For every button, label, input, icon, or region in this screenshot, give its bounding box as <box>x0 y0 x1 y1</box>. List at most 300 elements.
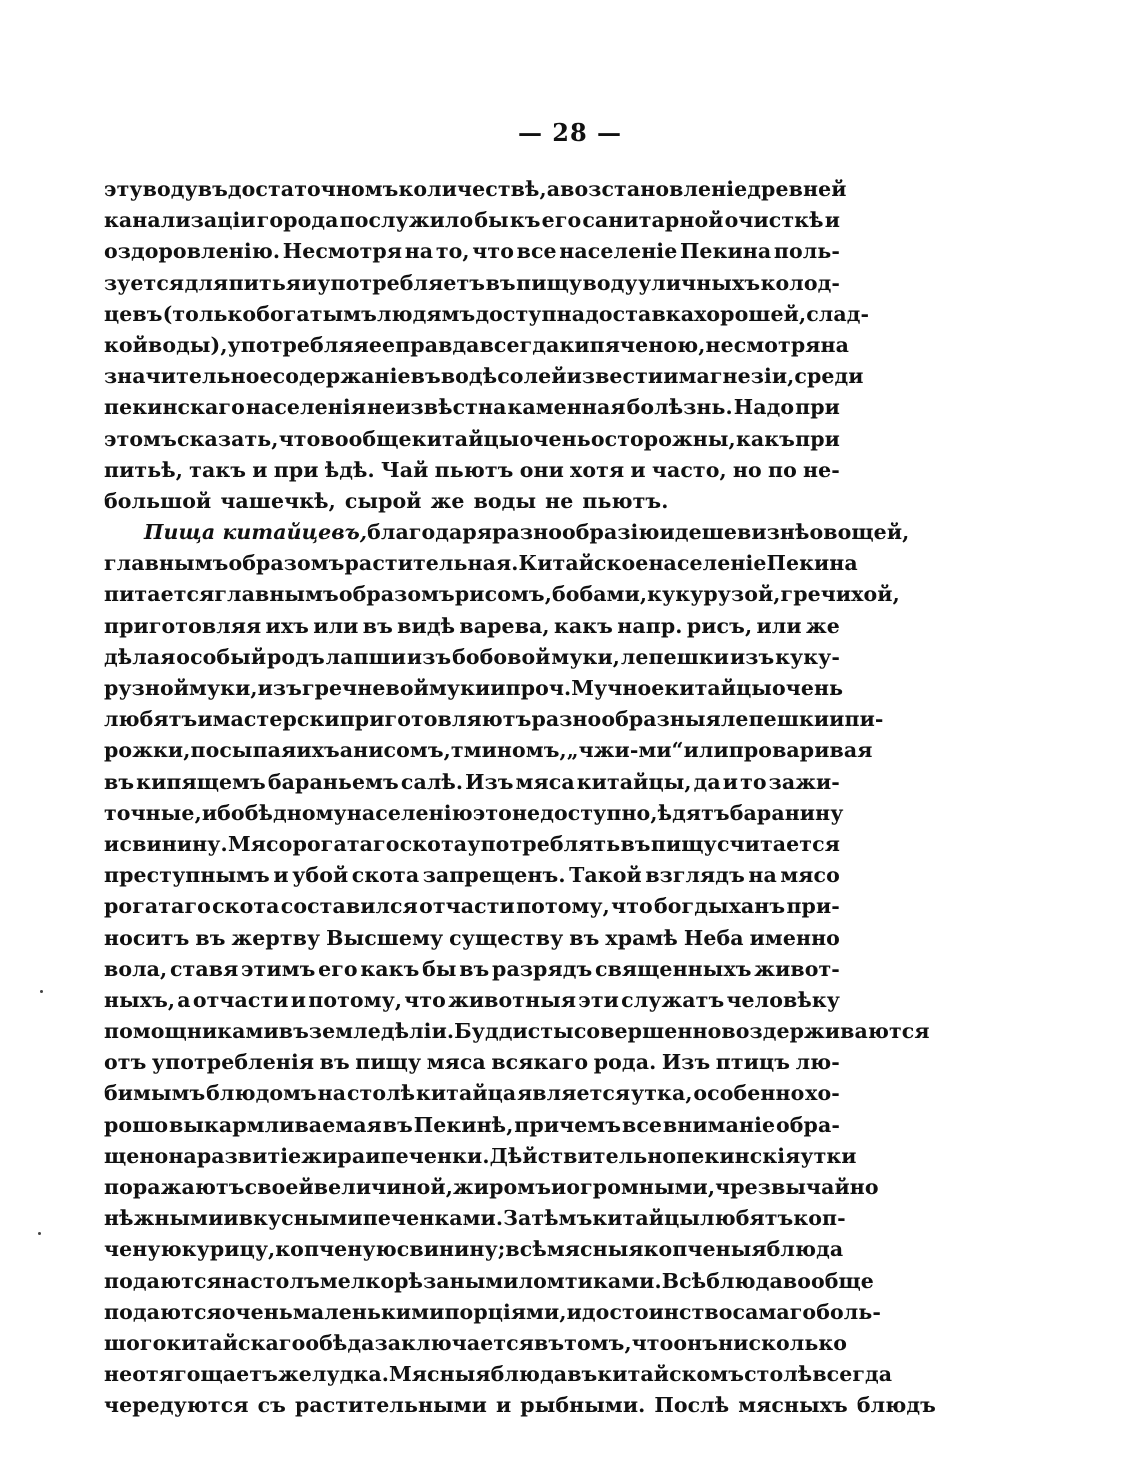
word: рисъ, <box>686 613 753 638</box>
text-line <box>104 642 840 673</box>
word: китайцы <box>592 1206 701 1231</box>
word: главнымъ <box>214 582 339 607</box>
word: бы <box>474 208 509 233</box>
text-line <box>104 954 840 985</box>
word: на <box>221 1268 251 1293</box>
word: какъ <box>735 426 795 451</box>
word: изъ <box>257 676 302 700</box>
word: изъ <box>406 644 452 669</box>
word: блюда <box>766 1237 844 1262</box>
text-line <box>104 486 840 517</box>
word: всякаго <box>491 1050 589 1075</box>
word: лю- <box>795 1050 840 1075</box>
word: достоинство <box>581 1299 733 1324</box>
word: бобовой <box>452 644 551 669</box>
word: населеніе <box>559 239 678 264</box>
word: рода. <box>593 1050 657 1075</box>
word: благодаря <box>367 520 493 545</box>
word: въ <box>410 364 441 389</box>
word: и <box>273 863 289 888</box>
word: что <box>278 426 321 451</box>
word: въ <box>362 613 393 638</box>
word: Изъ <box>661 1050 711 1075</box>
word: санитарной <box>582 208 724 233</box>
word: желудка. <box>277 1362 389 1387</box>
word: помощниками <box>104 1019 279 1044</box>
word: въ <box>533 1330 565 1355</box>
word: не <box>104 1362 133 1387</box>
text-line <box>104 1078 840 1109</box>
word: очень <box>221 1299 293 1324</box>
word: при <box>795 426 840 451</box>
text-line <box>104 1266 874 1297</box>
word: съ <box>257 1393 286 1418</box>
word: ченую <box>104 1237 182 1262</box>
word: рожки, <box>104 738 191 763</box>
word: считается <box>716 831 840 856</box>
word: копченыя <box>643 1237 767 1262</box>
word: родъ <box>266 644 325 669</box>
word: пекинскаго <box>104 395 245 420</box>
word: Мучное <box>571 676 665 700</box>
text-line <box>104 923 840 954</box>
word: самаго <box>732 1299 817 1324</box>
text-line <box>104 455 840 486</box>
body-text <box>104 174 936 1422</box>
word: цевъ <box>104 301 163 326</box>
word: Пекина <box>766 551 858 576</box>
word: кипяченою, <box>559 332 706 357</box>
word: существу <box>449 925 564 950</box>
word: питья <box>228 270 302 295</box>
word: этимъ <box>241 956 316 981</box>
word: заключается <box>374 1330 534 1355</box>
word: Пекинѣ, <box>413 1112 514 1137</box>
word: всегда <box>479 332 560 357</box>
word: маленькими <box>292 1299 445 1324</box>
word: же <box>430 488 465 513</box>
word: рыбными. <box>520 1393 646 1418</box>
word: нѣжными <box>104 1206 224 1231</box>
word: печенки. <box>380 1143 490 1168</box>
text-line <box>104 1172 879 1203</box>
word: служатъ <box>621 987 725 1012</box>
word: его <box>541 208 582 233</box>
word: въ <box>620 831 651 856</box>
word: въ <box>195 925 226 950</box>
word: печенками. <box>362 1206 504 1231</box>
word: жертву <box>231 925 321 950</box>
word: приготовляютъ <box>339 707 532 732</box>
word: вкусными <box>238 1206 363 1231</box>
word: растительная. <box>344 551 519 576</box>
word: щено <box>104 1143 169 1168</box>
word: ее <box>368 332 396 357</box>
word: богатымъ <box>256 301 377 326</box>
word: скота <box>399 831 468 856</box>
word: китайскомъ <box>597 1362 745 1387</box>
word: взглядъ <box>645 863 745 888</box>
word: и <box>663 364 679 389</box>
word: питается <box>104 582 215 607</box>
word: китайцы <box>664 676 773 700</box>
word: гречневой <box>301 676 429 700</box>
word: его <box>318 956 358 981</box>
word: употребляетъ <box>317 270 486 295</box>
word: не <box>545 488 574 513</box>
word: утки <box>800 1143 857 1168</box>
word: бараньемъ <box>267 769 399 794</box>
word: правда <box>395 332 480 357</box>
text-line <box>104 1047 840 1078</box>
word: выкармливаемая <box>168 1112 382 1137</box>
word: ѣдятъ <box>657 800 730 825</box>
word: осторожны, <box>590 426 736 451</box>
word: но <box>732 457 762 482</box>
word: овощей, <box>809 520 910 545</box>
word: поражаютъ <box>104 1175 245 1199</box>
word: и <box>365 1143 381 1168</box>
word: по <box>767 457 797 482</box>
word: хотя <box>570 457 625 482</box>
text-line <box>104 1234 844 1265</box>
word: Такой <box>569 863 642 888</box>
word: особый <box>176 644 267 669</box>
word: пьютъ <box>434 457 514 482</box>
text-line <box>104 985 840 1016</box>
word: ѣдѣ. <box>324 457 375 482</box>
word: въ <box>567 1362 598 1387</box>
word: а <box>177 987 191 1012</box>
word: воздерживаются <box>721 1019 930 1044</box>
word: населенія <box>245 395 367 420</box>
text-line <box>104 611 840 642</box>
word: и <box>829 707 845 732</box>
word: эти <box>578 987 619 1012</box>
word: шого <box>104 1330 167 1355</box>
word: да <box>693 769 721 794</box>
word: Китайское <box>518 551 649 576</box>
word: населенію <box>346 800 473 825</box>
text-line <box>104 1359 893 1390</box>
text-line <box>104 548 858 579</box>
word: такъ <box>189 457 247 482</box>
emphasized-lead: Пища китайцевъ, <box>144 520 368 545</box>
word: разнообразныя <box>531 707 721 732</box>
word: рѣзаными <box>394 1268 519 1293</box>
word: и <box>290 987 307 1012</box>
word: мяса <box>426 1050 486 1075</box>
word: воды <box>473 488 537 513</box>
word: и <box>551 1175 567 1199</box>
word: то <box>740 769 767 794</box>
word: скота <box>212 894 280 919</box>
word: пищу <box>516 270 583 295</box>
word: что <box>404 987 446 1012</box>
word: Затѣмъ <box>503 1206 593 1231</box>
word: очисткѣ <box>724 208 824 233</box>
word: Надо <box>733 395 795 420</box>
word: какъ <box>360 956 420 981</box>
word: канализаціи <box>104 208 256 233</box>
word: при- <box>786 894 840 919</box>
word: водѣ <box>440 364 498 389</box>
word: „чжи-ми“ <box>566 738 684 763</box>
word: чередуются <box>104 1393 249 1418</box>
word: или <box>683 738 729 763</box>
word: куку- <box>775 644 840 669</box>
word: эту <box>104 177 143 201</box>
word: на <box>404 239 434 264</box>
text-line <box>104 798 844 829</box>
word: Дѣйствительно <box>489 1143 677 1168</box>
word: китайцы <box>411 426 520 451</box>
word: неизвѣстна <box>367 395 507 420</box>
word: хо- <box>805 1081 840 1106</box>
word: блюда <box>490 1362 568 1387</box>
word: на <box>820 332 850 357</box>
word: каменная <box>507 395 626 420</box>
word: несмотря <box>705 332 821 357</box>
word: кой <box>104 332 148 357</box>
word: рузной <box>104 676 190 700</box>
word: всегда <box>812 1362 893 1387</box>
word: мяса <box>515 769 575 794</box>
word: или <box>313 613 359 638</box>
word: отчасти <box>419 894 515 919</box>
word: особенно <box>693 1081 805 1106</box>
word: колод- <box>760 270 840 295</box>
word: часто, <box>651 457 727 482</box>
word: разрядъ <box>492 956 593 981</box>
word: живот- <box>754 956 840 981</box>
word: значительное <box>104 364 273 389</box>
word: нисколько <box>718 1330 848 1355</box>
word: питьѣ, <box>104 457 183 482</box>
word: въ <box>382 1112 413 1137</box>
word: мелко <box>319 1268 395 1293</box>
word: ибо <box>201 800 245 825</box>
word: Мясныя <box>388 1362 491 1387</box>
word: и <box>824 208 840 233</box>
text-line <box>104 1203 846 1234</box>
word: коп- <box>793 1206 846 1231</box>
word: развитіе <box>196 1143 302 1168</box>
word: уличныхъ <box>638 270 761 295</box>
word: проч. <box>505 676 572 700</box>
word: любятъ <box>700 1206 794 1231</box>
word: изъ <box>729 644 775 669</box>
text-line <box>104 392 840 423</box>
word: Буддисты <box>454 1019 574 1044</box>
word: рогатаго <box>104 894 211 919</box>
text-line <box>104 299 870 330</box>
word: въ <box>569 925 600 950</box>
word: Изъ <box>465 769 514 794</box>
word: лапши <box>325 644 407 669</box>
word: величиной, <box>313 1175 453 1199</box>
word: столѣ <box>346 1081 416 1106</box>
word: воду <box>142 177 198 201</box>
text-line <box>104 1110 840 1141</box>
word: причемъ <box>514 1112 622 1137</box>
word: отягощаетъ <box>132 1362 278 1387</box>
text-line <box>104 361 864 392</box>
word: Чай <box>380 457 429 482</box>
word: и <box>252 457 268 482</box>
word: Неба <box>683 925 744 950</box>
text-line <box>104 424 840 455</box>
word: кукурузой, <box>647 582 781 607</box>
word: лепешки <box>720 707 830 732</box>
word: храмѣ <box>605 925 678 950</box>
word: кипящемъ <box>136 769 266 794</box>
word: китайскаго <box>166 1330 306 1355</box>
word: земледѣліи. <box>308 1019 455 1044</box>
word: что <box>631 1330 674 1355</box>
word: сырой <box>344 488 422 513</box>
word: дешевизнѣ <box>674 520 810 545</box>
word: рогатаго <box>292 831 400 856</box>
word: въ <box>197 177 228 201</box>
word: ломтиками. <box>518 1268 662 1293</box>
word: въ <box>278 1019 309 1044</box>
margin-speck <box>38 1232 41 1235</box>
word: пищу <box>355 1050 422 1075</box>
word: вниманіе <box>662 1112 776 1137</box>
word: напр. <box>617 613 683 638</box>
word: (только <box>162 301 257 326</box>
word: подаются <box>104 1299 222 1324</box>
word: на <box>748 863 777 888</box>
word: количествѣ, <box>398 177 547 201</box>
word: и <box>495 1393 512 1418</box>
word: и <box>490 676 506 700</box>
word: и <box>104 831 120 856</box>
word: хорошей, <box>694 301 807 326</box>
word: бимымъ <box>104 1081 206 1106</box>
word: подаются <box>104 1268 222 1293</box>
word: слад- <box>806 301 870 326</box>
word: порціями, <box>444 1299 567 1324</box>
text-line <box>104 1141 857 1172</box>
text-line <box>104 1297 881 1328</box>
word: города <box>256 208 339 233</box>
word: Несмотря <box>282 239 403 264</box>
word: доступна <box>475 301 586 326</box>
word: этомъ <box>104 426 177 451</box>
text-line <box>104 1328 848 1359</box>
word: Пекина <box>679 239 772 264</box>
word: любятъ <box>104 707 198 732</box>
word: совершенно <box>573 1019 722 1044</box>
text-line <box>104 330 850 361</box>
word: людямъ <box>376 301 476 326</box>
word: образомъ <box>338 582 455 607</box>
text-line <box>104 704 884 735</box>
word: муки, <box>551 644 620 669</box>
word: боль- <box>816 1299 881 1324</box>
word: рошо <box>104 1112 169 1137</box>
word: тминомъ, <box>450 738 567 763</box>
word: проваривая <box>728 738 873 763</box>
word: они <box>519 457 564 482</box>
word: на <box>168 1143 197 1168</box>
word: жира <box>301 1143 366 1168</box>
word: что <box>472 239 514 264</box>
word: блюда <box>706 1268 783 1293</box>
word: въ <box>485 270 516 295</box>
word: въ <box>319 1050 350 1075</box>
word: къ <box>509 208 541 233</box>
word: онъ <box>673 1330 719 1355</box>
word: огромными, <box>566 1175 716 1199</box>
word: воду <box>582 270 638 295</box>
word: воды), <box>147 332 228 357</box>
word: большой <box>104 488 212 513</box>
word: Всѣ <box>661 1268 707 1293</box>
word: скота <box>351 863 420 888</box>
word: зуется <box>104 270 185 295</box>
word: пищу <box>650 831 717 856</box>
word: богдыханъ <box>653 894 786 919</box>
word: вола, <box>104 956 168 981</box>
word: китайца <box>415 1081 517 1106</box>
text-line <box>104 829 840 860</box>
word: запрещенъ. <box>422 863 566 888</box>
word: среди <box>794 364 864 389</box>
word: при <box>273 457 319 482</box>
word: растительными <box>294 1393 487 1418</box>
margin-speck <box>40 990 43 993</box>
text-line <box>104 891 840 922</box>
word: анисомъ, <box>339 738 451 763</box>
word: древней <box>747 177 847 201</box>
text-line <box>104 673 844 704</box>
word: обра- <box>775 1112 840 1137</box>
word: преступнымъ <box>104 863 270 888</box>
word: потому, <box>516 894 610 919</box>
word: и <box>630 457 646 482</box>
text-line <box>104 517 910 548</box>
word: мясо <box>780 863 840 888</box>
word: оздоровленію. <box>104 239 281 264</box>
word: солей <box>497 364 567 389</box>
text-line <box>104 735 873 766</box>
word: Послѣ <box>654 1393 730 1418</box>
word: то, <box>435 239 470 264</box>
word: пи- <box>844 707 884 732</box>
word: мясныхъ <box>738 1393 848 1418</box>
word: лепешки <box>620 644 730 669</box>
word: чрезвычайно <box>715 1175 879 1199</box>
word: болѣзнь. <box>626 395 733 420</box>
word: бобами, <box>551 582 648 607</box>
text-line <box>104 268 840 299</box>
word: китайцы, <box>576 769 692 794</box>
word: курицу, <box>181 1237 276 1262</box>
word: приготовляя <box>104 613 262 638</box>
word: очень <box>519 426 591 451</box>
word: въ <box>459 956 490 981</box>
page-number: — 28 — <box>517 118 623 147</box>
text-line <box>104 174 847 205</box>
word: разнообразію <box>492 520 660 545</box>
word: главнымъ <box>104 551 229 576</box>
word: томъ, <box>564 1330 632 1355</box>
word: обѣда <box>305 1330 375 1355</box>
word: баранину <box>729 800 844 825</box>
